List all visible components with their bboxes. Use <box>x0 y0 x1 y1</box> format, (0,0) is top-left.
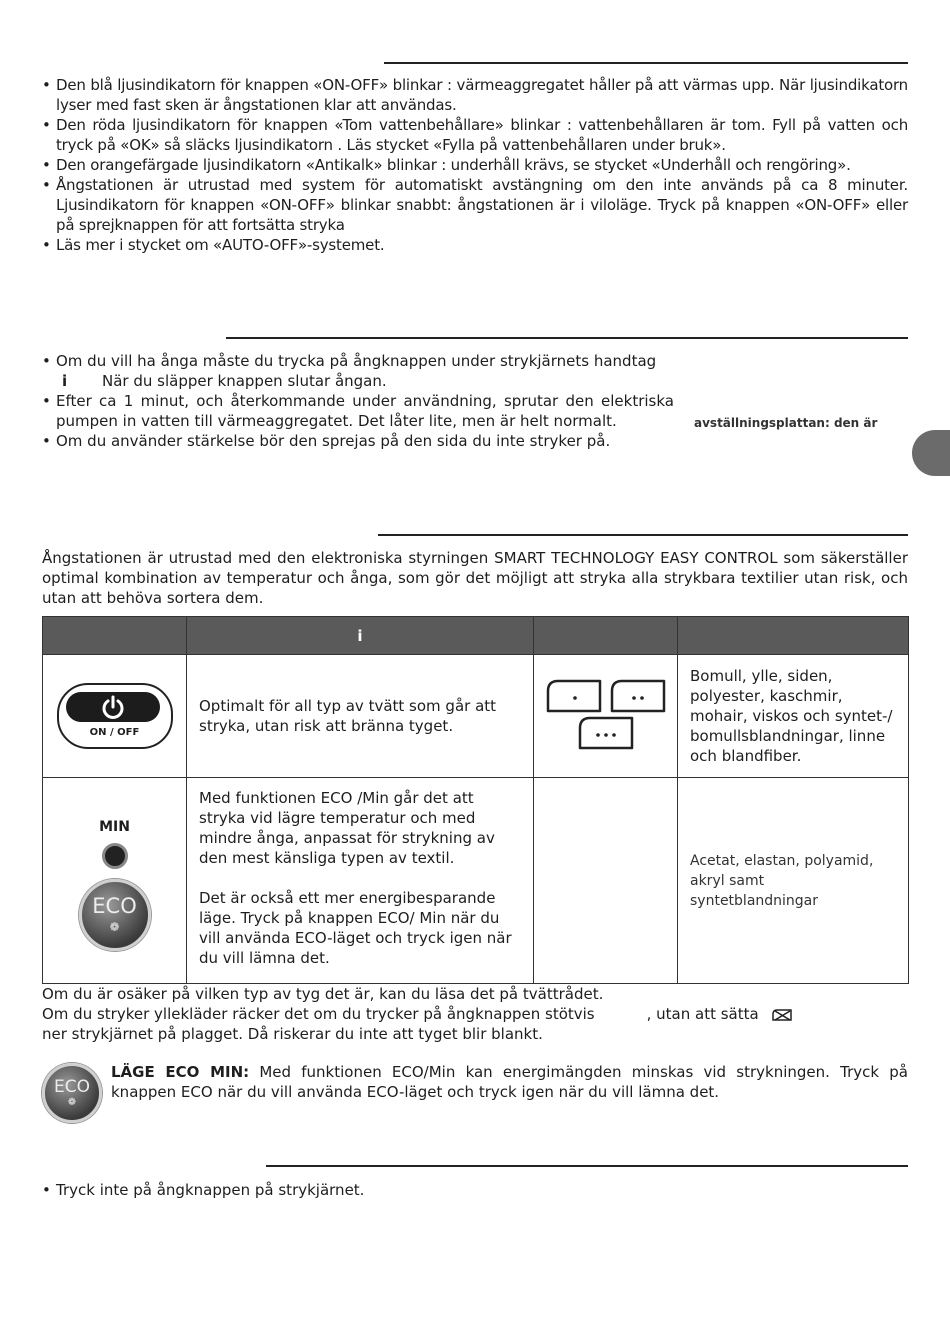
list-item: • Den blå ljusindikatorn för knappen «ON-OFF» blinkar : värmeaggregatet håller på att värmas upp. När ljusindikatorn lyser med fast sken är ångstationen klar att användas. <box>42 75 908 115</box>
description-paragraph: Med funktionen ECO /Min går det att stryka vid lägre temperatur och med mindre ånga, anpassat för strykning av den mest känsliga typen av textil. <box>199 789 495 867</box>
no-steam-symbol-icon <box>771 1008 793 1022</box>
list-item-prefix: i <box>62 372 68 390</box>
list-item: • Om du använder stärkelse bör den sprejas på den sida du inte stryker på. <box>42 431 674 451</box>
list-item: • Läs mer i stycket om «AUTO-OFF»-systemet. <box>42 235 908 255</box>
list-item: • Ångstationen är utrustad med system för automatiskt avstängning om den inte används på ca 8 minuter. Ljusindikatorn för knappen «ON-OFF» blinkar snabbt: ångstationen är i viloläge. Tryck på knappen «ON-OFF» eller på sprejknappen för att fortsätta stryka <box>42 175 908 235</box>
section2-heading-rule <box>226 337 908 339</box>
section1-bullet-list <box>42 75 908 255</box>
table-row <box>43 655 909 778</box>
button-cell <box>43 655 187 778</box>
iron-three-dots-icon <box>580 718 632 748</box>
fabrics-cell: Bomull, ylle, siden, polyester, kaschmir, mohair, viskos och syntet-/ bomullsblandningar, linne och blandfiber. <box>678 655 909 778</box>
eco-button-illustration <box>79 879 151 951</box>
table-header-cell <box>534 617 678 655</box>
section3-intro <box>42 548 908 608</box>
button-cell <box>43 778 187 984</box>
iron-two-dots-icon <box>612 681 664 711</box>
description-cell <box>187 778 534 984</box>
intro-paragraph: Ångstationen är utrustad med den elektroniska styrningen SMART TECHNOLOGY EASY CONTROL som säkerställer optimal kombination av temperatur och ånga, som gör det möjligt att stryka alla strykbara textilier utan risk, och utan att behöva sortera dem. <box>42 549 908 607</box>
side-note: avställningsplattan: den är <box>694 416 878 430</box>
iron-symbols-cell <box>534 655 678 778</box>
table-row <box>43 778 909 984</box>
on-off-label: ON / OFF <box>89 727 140 738</box>
page-tab-marker <box>912 430 950 476</box>
text-line: Om du är osäker på vilken typ av tyg det är, kan du läsa det på tvättrådet. <box>42 985 604 1003</box>
steam-icon: ❁ <box>67 1097 77 1108</box>
min-indicator-light <box>102 843 128 869</box>
list-item-text: När du släpper knappen slutar ångan. <box>102 372 387 390</box>
section2-bullet-list <box>42 351 674 451</box>
section3-heading-rule <box>378 534 908 536</box>
list-item: • Tryck inte på ångknappen på strykjärnet. <box>42 1180 908 1200</box>
steam-icon: ❁ <box>109 919 120 934</box>
list-item: • Den röda ljusindikatorn för knappen «Tom vattenbehållare» blinkar : vattenbehållaren är tom. Fyll på vatten och tryck på «OK» så släcks ljusindikatorn . Läs stycket «Fylla på vattenbehållaren under bruk». <box>42 115 908 155</box>
eco-note <box>111 1062 908 1102</box>
iron-one-dot-icon <box>548 681 600 711</box>
fabrics-cell: Acetat, elastan, polyamid, akryl samt syntetblandningar <box>678 778 909 984</box>
ironing-modes-table <box>42 616 909 984</box>
empty-cell <box>534 778 678 984</box>
table-header-cell: i <box>187 617 534 655</box>
table-header-cell <box>43 617 187 655</box>
min-label: MIN <box>99 818 130 835</box>
power-icon <box>66 692 160 722</box>
list-item: • Efter ca 1 minut, och återkommande under användning, sprutar den elektriska pumpen in vatten till värmeaggregatet. Det låter lite, men är helt normalt. <box>42 391 674 431</box>
eco-note-text: Med funktionen ECO/Min kan energimängden minskas vid strykningen. Tryck på knappen ECO när du vill använda ECO-läget och tryck igen när du vill lämna det. <box>111 1063 908 1101</box>
section4-heading-rule <box>266 1165 908 1167</box>
eco-note-icon: ECO ❁ <box>42 1063 102 1123</box>
section1-heading-rule <box>384 62 908 64</box>
list-item-text: Om du vill ha ånga måste du trycka på ångknappen under strykjärnets handtag <box>56 352 657 370</box>
table-header-cell <box>678 617 909 655</box>
text-line: Om du stryker yllekläder räcker det om du trycker på ångknappen stötvis , utan att sätta <box>42 1004 908 1024</box>
text-line: ner strykjärnet på plagget. Då riskerar du inte att tyget blir blankt. <box>42 1025 543 1043</box>
eco-note-title: LÄGE ECO MIN: <box>111 1063 250 1081</box>
description-cell: Optimalt för all typ av tvätt som går att stryka, utan risk att bränna tyget. <box>187 655 534 778</box>
table-header-row <box>43 617 909 655</box>
section4-bullet-list <box>42 1180 908 1200</box>
iron-temperature-icons <box>534 655 678 772</box>
list-item <box>42 351 674 391</box>
on-off-button-illustration <box>57 683 173 749</box>
section3-after-text <box>42 984 908 1044</box>
eco-label: ECO <box>92 893 137 918</box>
list-item: • Den orangefärgade ljusindikatorn «Antikalk» blinkar : underhåll krävs, se stycket «Underhåll och rengöring». <box>42 155 908 175</box>
description-paragraph: Det är också ett mer energibesparande läge. Tryck på knappen ECO/ Min när du vill använda ECO-läget och tryck igen när du vill lämna det. <box>199 889 512 967</box>
